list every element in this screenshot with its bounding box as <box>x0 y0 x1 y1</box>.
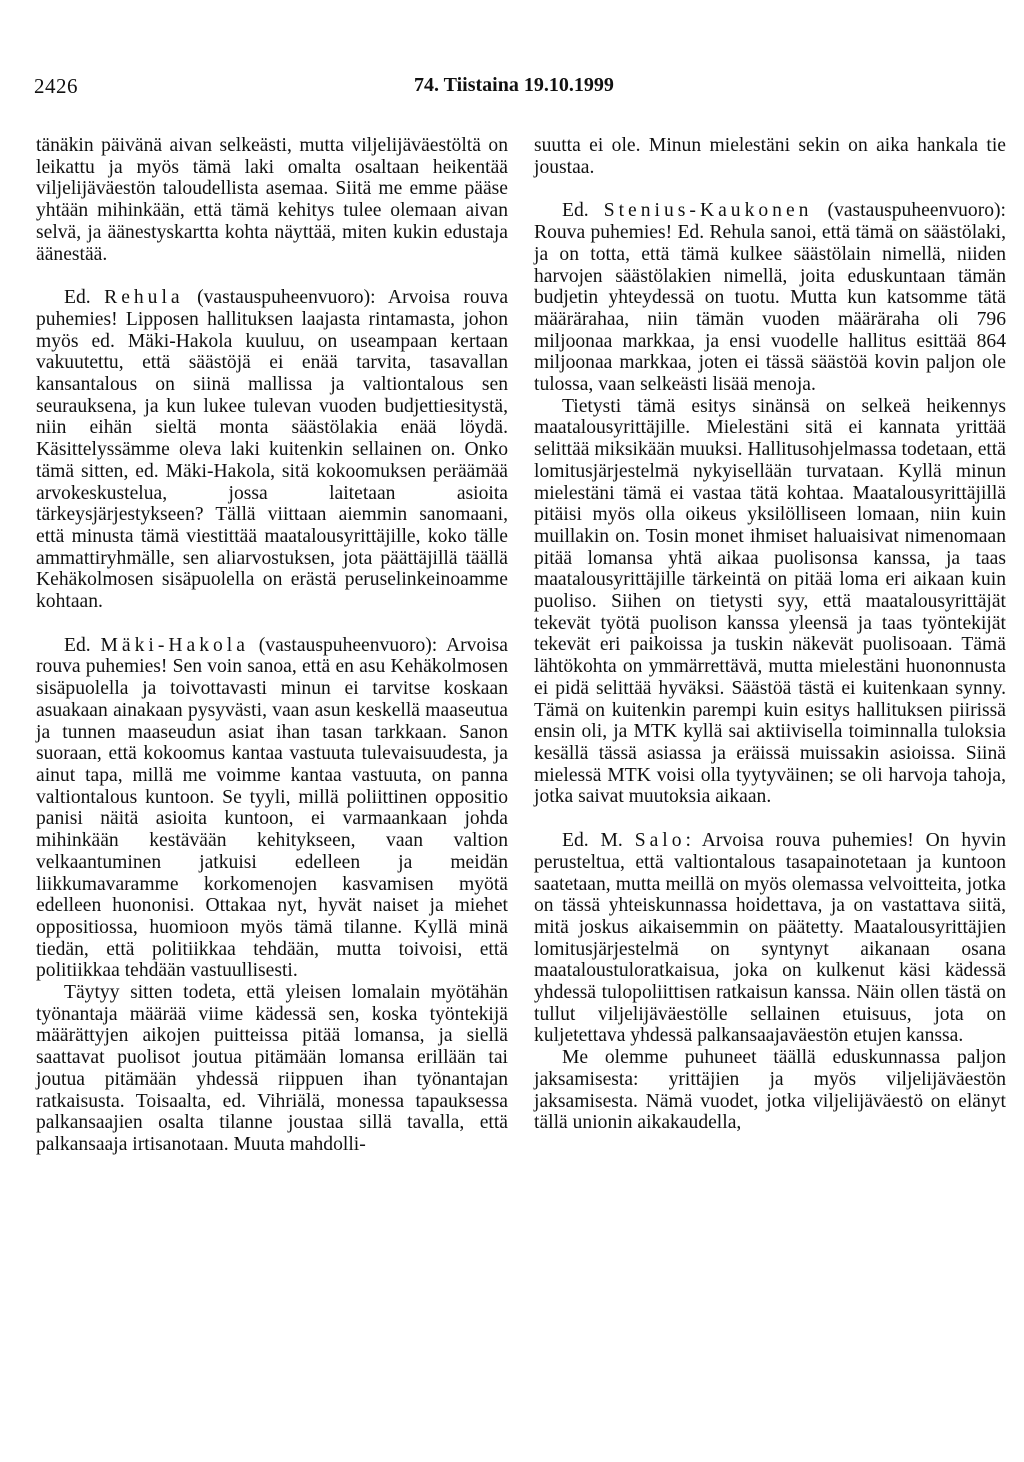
paragraph: Täytyy sitten todeta, että yleisen lomalain myötähän työnantaja määrää viime kädessä sen, koska työntekijä määrättyjen aikojen puitteissa pitää lomansa, ja siellä saattavat puolisot joutua pitämään lomansa erillään tai joutua pitämään yhdessä riippuen ihan työnantajan ratkaisusta. Toisaalta, ed. Vihriälä, monessa tapauksessa palkansaajien osalta tilanne joustaa sillä tavalla, että palkansaaja irtisanotaan. Muuta mahdolli- <box>36 982 508 1155</box>
speaker-prefix: Ed. M. <box>562 830 623 852</box>
speaker-role: (vastauspuheenvuoro): <box>258 634 438 656</box>
speech-stenius-kaukonen <box>534 200 1006 395</box>
page-number: 2426 <box>34 74 78 98</box>
speaker-name: Salo <box>634 830 686 852</box>
paragraph: Me olemme puhuneet täällä eduskunnassa paljon jaksamisesta: yrittäjien ja myös viljelijäväestön jaksamisesta. Nämä vuodet, jotka viljelijäväestö on elänyt tällä unionin aikakaudella, <box>534 1047 1006 1134</box>
session-title: 74. Tiistaina 19.10.1999 <box>414 74 614 96</box>
speech-salo <box>534 830 1006 1047</box>
speech-text: Arvoisa rouva puhemies! On hyvin perusteltua, että valtiontalous tasapainotetaan ja kuntoon saatetaan, mutta meillä on myös olemassa velvoitteita, jotka on tässä yhteiskunnassa hoidettava, ja on vastattava siitä, mitä joskus aikaisemmin on päätetty. Maatalousyrittäjien lomitusjärjestelmä on syntynyt aikanaan osana maataloustuloratkaisua, joka on kulkenut käsi kädessä yhdessä tulopoliittisen ratkaisun kanssa. Näin ollen tästä on tullut viljelijäväestölle sellainen etuisuus, jota on kuljetettava yhdessä palkansaajaväestön etujen kanssa. <box>534 830 1007 1047</box>
speaker-name: Mäki-Hakola <box>100 634 249 656</box>
speech-text: Rouva puhemies! Ed. Rehula sanoi, että tämä on säästölaki, ja on totta, että tämä kulkee säästölain nimellä, niiden harvojen säästölakien nimellä, joita eduskuntaan tämän budjetin yhteydessä on tuotu. Mutta kun katsomme tätä määrärahaa, niin tämän vuoden määräraha oli 796 miljoonaa markkaa, ja ensi vuodelle hallitus esittää 864 miljoonaa markkaa, joten ei tässä säästöä kovin paljon ole tulossa, vaan selkeästi lisää menoja. <box>534 222 1006 396</box>
page-header <box>0 74 1024 104</box>
paragraph: tänäkin päivänä aivan selkeästi, mutta viljelijäväestöltä on leikattu ja myös tämä laki omalta osaltaan heikentää viljelijäväestön taloudellista asemaa. Siitä me emme pääse yhtään mihinkään, että tämä kehitys tulee olemaan aivan selvä, ja äänestyskartta kohta näyttää, miten kukin edustaja äänestää. <box>36 135 508 265</box>
speaker-prefix: Ed. <box>562 200 589 222</box>
speaker-name: Rehula <box>104 287 184 309</box>
speaker-prefix: Ed. <box>64 634 91 656</box>
speech-rehula <box>36 287 508 613</box>
paragraph: suutta ei ole. Minun mielestäni sekin on aika hankala tie joustaa. <box>534 135 1006 178</box>
speaker-prefix: Ed. <box>64 287 91 309</box>
speech-text: Arvoisa rouva puhemies! Sen voin sanoa, että en asu Kehäkolmosen sisäpuolella ja toivottavasti minun ei tarvitse koskaan asuakaan ainakaan pysyvästi, vaan asun keskellä maaseutua ja tunnen maaseudun asiat ihan tasan tarkkaan. Sanon suoraan, että kokoomus kantaa vastuuta tulevaisuudesta, ja ainut tapa, millä me voimme kantaa vastuuta, on panna valtiontalous kuntoon. Se tyyli, millä poliittinen oppositio panisi näitä asioita kuntoon, ei varmaankaan johda mihinkään kestävään kehitykseen, vaan valtion velkaantuminen jatkuisi edelleen ja meidän liikkumavaramme korkomenojen kasvamisen myötä edelleen huononisi. Ottakaa nyt, hyvät naiset ja miehet oppositiossa, huomioon myös tämä tilanne. Kyllä minä tiedän, että politiikkaa tehdään, mutta toivoisi, että politiikkaa tehdään vastuullisesti. <box>36 634 508 982</box>
left-column <box>36 135 508 1156</box>
speech-maki-hakola <box>36 635 508 982</box>
speech-text: Arvoisa rouva puhemies! Lipposen hallituksen laajasta rintamasta, johon myös ed. Mäki-Hakola kuuluu, on useampaan kertaan vakuutettu, että säästöjä ei enää tarvita, tasavallan kansantalous on siinä mallissa ja valtiontalous sen seurauksena, ja kun lukee tulevan vuoden budjettiesitystä, niin eihän sieltä monta säästölakia enää löydä. Käsittelyssämme oleva laki kuitenkin sellainen on. Onko tämä sitten, ed. Mäki-Hakola, sitä kokoomuksen peräämää arvokeskustelua, jossa laitetaan asioita tärkeysjärjestykseen? Tällä viittaan aiemmin sanomaani, että minusta tämä viestittää maatalousyrittäjille, koko tälle ammattiryhmälle, sen aliarvostuksen, jota päättäjillä täällä Kehäkolmosen sisäpuolella on erästä peruselinkeinoamme kohtaan. <box>36 287 509 613</box>
paragraph: Tietysti tämä esitys sinänsä on selkeä heikennys maatalousyrittäjille. Mielestäni sitä ei kannata yrittää selittää miksikään muuksi. Hallitusohjelmassa todetaan, että lomitusjärjestelmä nykyisellään turvataan. Kyllä minun mielestäni tämä ei vastaa tätä kohtaa. Maatalousyrittäjillä pitäisi myös olla oikeus yksilölliseen lomaan, niin kuin muillakin on. Tosin monet ihmiset haluaisivat nimenomaan pitää lomansa yhtä aikaa puolisonsa kanssa, ja taas maatalousyrittäjille tärkeintä on pitää loma eri aikaan kuin puoliso. Siihen on tietysti syy, että maatalousyrittäjät tekevät työtä puolison kanssa yleensä ja taas työntekijät tekevät eri paikoissa ja tuskin näkevät puolisoaan. Tämä lähtökohta on ymmärrettävä, mutta mielestäni huononnusta ei pidä selittää hyväksi. Säästöä tästä ei kuitenkaan synny. Tämä on kuitenkin parempi kuin esitys hallituksen piirissä ensin oli, ja MTK kyllä sai aktiivisella toiminnalla tuloksia kesällä tässä asiassa ja eräissä muissakin asioissa. Siinä mielessä MTK voisi olla tyytyväinen; se oli harvoja tahoja, jotka saivat muutoksia aikaan. <box>534 395 1006 808</box>
right-column <box>534 135 1006 1134</box>
speaker-role: (vastauspuheenvuoro): <box>197 287 376 309</box>
speaker-name: Stenius-Kaukonen <box>603 200 813 222</box>
speaker-role: : <box>685 830 691 852</box>
speaker-role: (vastauspuheenvuoro): <box>827 200 1006 222</box>
